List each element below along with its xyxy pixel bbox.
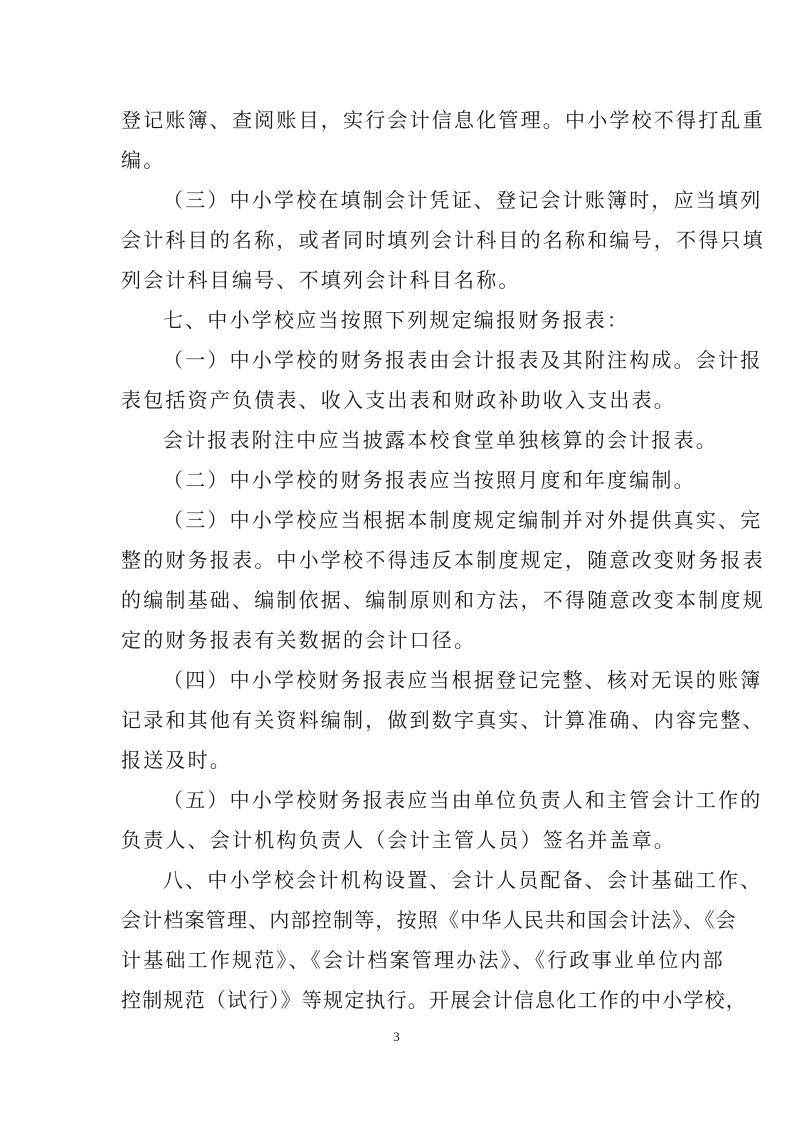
section-heading: 八、中小学校会计机构设置、会计人员配备、会计基础工作、 [163, 868, 763, 892]
body-line: 会计科目的名称，或者同时填列会计科目的名称和编号，不得只填 [121, 228, 765, 252]
body-line: 负责人、会计机构负责人（会计主管人员）签名并盖章。 [121, 828, 676, 852]
body-line: 报送及时。 [121, 748, 232, 772]
body-line: 表包括资产负债表、收入支出表和财政补助收入支出表。 [121, 388, 676, 412]
body-line: （一）中小学校的财务报表由会计报表及其附注构成。会计报 [163, 348, 763, 372]
body-line: 会计报表附注中应当披露本校食堂单独核算的会计报表。 [163, 428, 718, 452]
body-line: （五）中小学校财务报表应当由单位负责人和主管会计工作的 [163, 788, 763, 812]
body-line: 登记账簿、查阅账目，实行会计信息化管理。中小学校不得打乱重 [121, 108, 765, 132]
body-line: （四）中小学校财务报表应当根据登记完整、核对无误的账簿 [163, 668, 763, 692]
body-line: 编。 [121, 148, 166, 172]
body-line: 记录和其他有关资料编制，做到数字真实、计算准确、内容完整、 [121, 708, 765, 732]
body-line: （三）中小学校在填制会计凭证、登记会计账簿时，应当填列 [163, 188, 763, 212]
body-line: 会计档案管理、内部控制等，按照《中华人民共和国会计法》、《会 [121, 908, 737, 932]
page-number: 3 [393, 1029, 400, 1044]
section-heading: 七、中小学校应当按照下列规定编报财务报表： [163, 308, 630, 332]
body-line: （二）中小学校的财务报表应当按照月度和年度编制。 [163, 468, 696, 492]
body-line: （三）中小学校应当根据本制度规定编制并对外提供真实、完 [163, 508, 763, 532]
body-line: 计基础工作规范》、《会计档案管理办法》、《行政事业单位内部 [121, 948, 725, 972]
body-line: 列会计科目编号、不填列会计科目名称。 [121, 268, 521, 292]
body-line: 控制规范（试行）》等规定执行。开展会计信息化工作的中小学校， [121, 988, 747, 1012]
body-line: 定的财务报表有关数据的会计口径。 [121, 628, 477, 652]
body-line: 整的财务报表。中小学校不得违反本制度规定，随意改变财务报表 [121, 548, 765, 572]
body-line: 的编制基础、编制依据、编制原则和方法，不得随意改变本制度规 [121, 588, 765, 612]
